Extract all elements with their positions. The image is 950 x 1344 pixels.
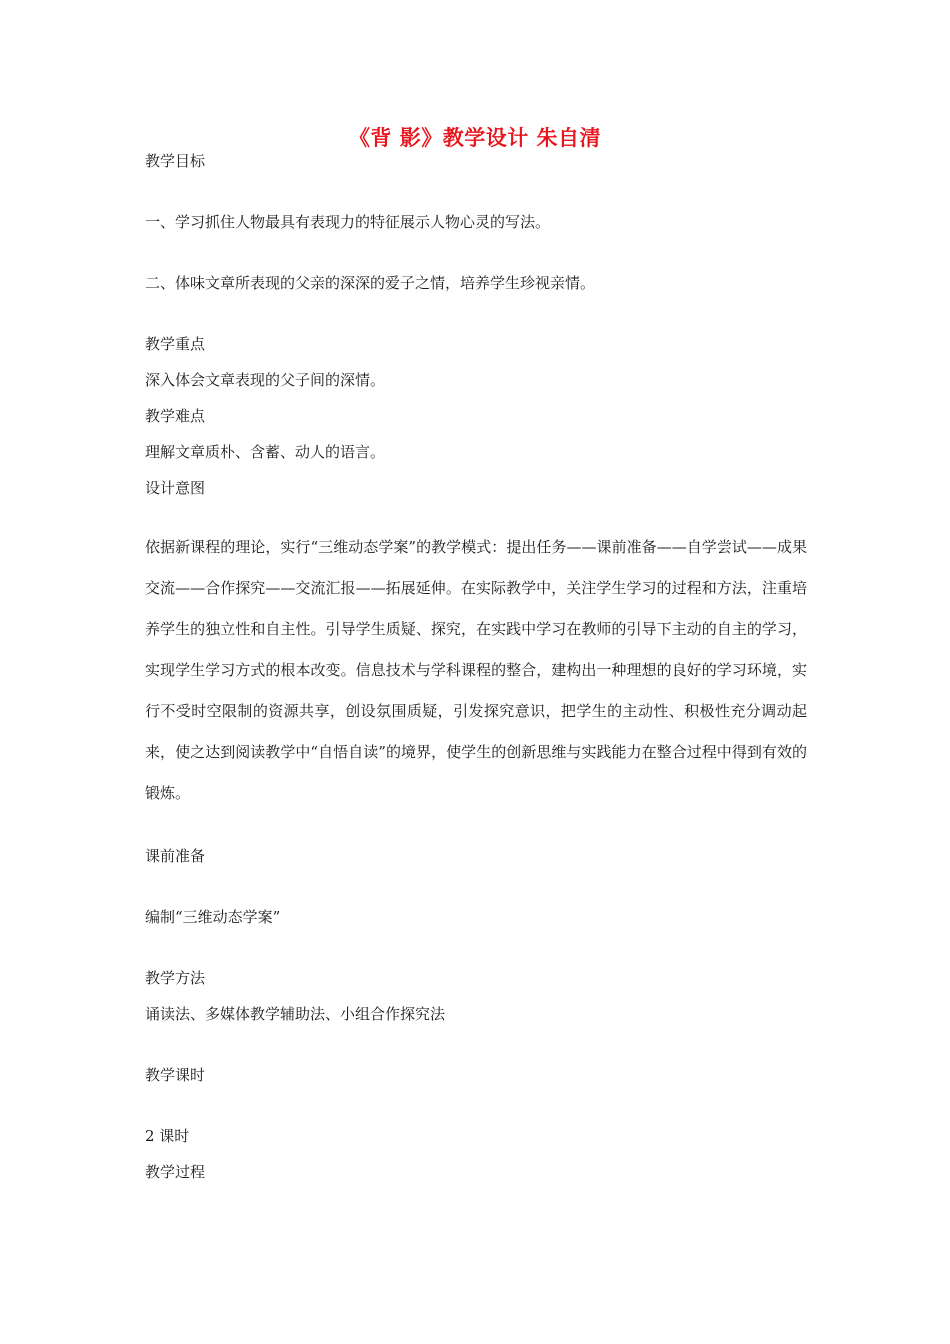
objectives-heading: 教学目标 <box>145 152 206 170</box>
difficulties-heading: 教学难点 <box>145 407 206 425</box>
key-points-text: 深入体会文章表现的父子间的深情。 <box>145 371 386 389</box>
process-heading: 教学过程 <box>145 1163 206 1181</box>
preparation-heading: 课前准备 <box>145 847 206 865</box>
preparation-text: 编制“三维动态学案” <box>145 908 281 926</box>
design-intent-heading: 设计意图 <box>145 479 206 497</box>
methods-text: 诵读法、多媒体教学辅助法、小组合作探究法 <box>145 1005 446 1023</box>
methods-heading: 教学方法 <box>145 969 206 987</box>
document-title: 《背 影》教学设计 朱自清 <box>348 126 602 150</box>
class-hours-heading: 教学课时 <box>145 1066 206 1084</box>
design-intent-paragraph: 依据新课程的理论，实行“三维动态学案”的教学模式：提出任务——课前准备——自学尝试——成果交流——合作探究——交流汇报——拓展延伸。在实际教学中，关注学生学习的过程和方法，注重培养学生的独立性和自主性。引导学生质疑、探究，在实践中学习在教师的引导下主动的自主的学习，实现学生学习方式的根本改变。信息技术与学科课程的整合，建构出一种理想的良好的学习环境，实行不受时空限制的资源共享，创设氛围质疑，引发探究意识，把学生的主动性、积极性充分调动起来，使之达到阅读教学中“自悟自读”的境界，使学生的创新思维与实践能力在整合过程中得到有效的锻炼。 <box>145 538 807 802</box>
objective-item-2: 二、体味文章所表现的父亲的深深的爱子之情，培养学生珍视亲情。 <box>145 274 596 292</box>
key-points-heading: 教学重点 <box>145 335 206 353</box>
difficulties-text: 理解文章质朴、含蓄、动人的语言。 <box>145 443 386 461</box>
objective-item-1: 一、学习抓住人物最具有表现力的特征展示人物心灵的写法。 <box>145 213 551 231</box>
class-hours-text: 2 课时 <box>145 1127 190 1145</box>
